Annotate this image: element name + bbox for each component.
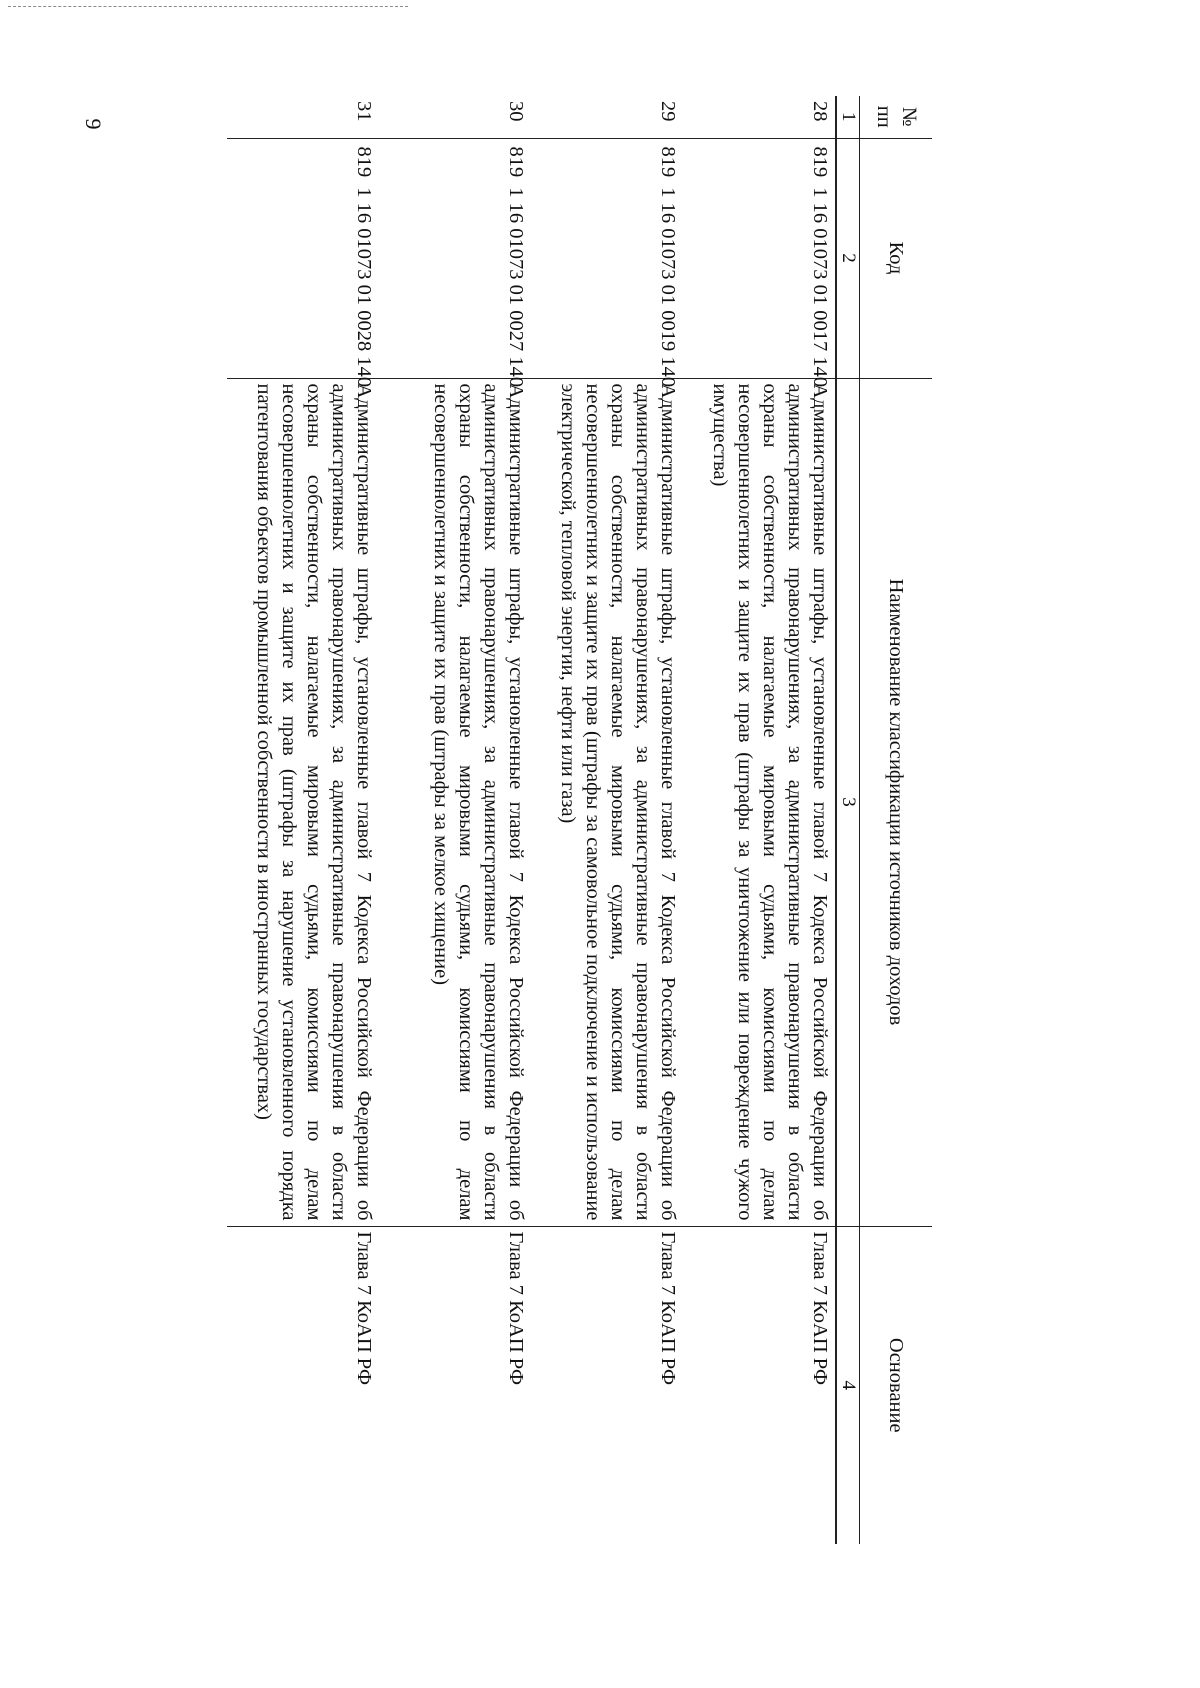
table-row [531, 96, 683, 1544]
column-number-row [836, 96, 860, 1544]
row-number: 29 [531, 96, 683, 138]
income-name: Административные штрафы, установленные главой 7 Кодекса Российской Федерации об административных правонарушениях, за административные правонарушения в области охраны собственности, налагаемые мировыми судьями, комиссиями по делам несовершеннолетних и защите их прав (штрафы за нарушение установленного порядка патентования объектов промышленной собственности в иностранных государствах) [227, 378, 379, 1226]
kbk-code: 1 16 01073 01 0028 140 [353, 187, 375, 388]
admin-code: 819 [353, 146, 375, 178]
revenue-classification-table [227, 96, 932, 1544]
kbk-code: 1 16 01073 01 0027 140 [505, 187, 527, 388]
code-cell [227, 138, 379, 388]
row-number: 30 [379, 96, 531, 138]
scan-edge-line [8, 6, 408, 8]
row-number: 31 [227, 96, 379, 138]
income-name: Административные штрафы, установленные главой 7 Кодекса Российской Федерации об административных правонарушениях, за административные правонарушения в области охраны собственности, налагаемые мировыми судьями, комиссиями по делам несовершеннолетних и защите их прав (штрафы за самовольное подключение и использование электрической, тепловой энергии, нефти или газа) [531, 378, 683, 1226]
table-row [379, 96, 531, 1544]
kbk-code: 1 16 01073 01 0019 140 [657, 187, 679, 388]
col-header-name: Наименование классификации источников доходов [860, 378, 933, 1226]
col-number-1: 1 [836, 96, 860, 138]
row-number: 28 [683, 96, 836, 138]
admin-code: 819 [809, 146, 831, 178]
table-row [683, 96, 836, 1544]
code-cell [531, 138, 683, 388]
col-number-4: 4 [836, 1226, 860, 1544]
legal-basis: Глава 7 КоАП РФ [657, 1231, 679, 1386]
admin-code: 819 [657, 146, 679, 178]
code-cell [683, 138, 836, 388]
col-header-code: Код [860, 138, 933, 378]
header-row [860, 96, 933, 1544]
kbk-code: 1 16 01073 01 0017 140 [809, 187, 831, 388]
legal-basis: Глава 7 КоАП РФ [505, 1231, 527, 1386]
code-cell [379, 138, 531, 388]
legal-basis: Глава 7 КоАП РФ [809, 1231, 831, 1386]
table-row [227, 96, 379, 1544]
admin-code: 819 [505, 146, 527, 178]
legal-basis: Глава 7 КоАП РФ [353, 1231, 375, 1386]
col-number-2: 2 [836, 138, 860, 378]
page-number: 9 [81, 118, 106, 130]
income-name: Административные штрафы, установленные главой 7 Кодекса Российской Федерации об административных правонарушениях, за административные правонарушения в области охраны собственности, налагаемые мировыми судьями, комиссиями по делам несовершеннолетних и защите их прав (штрафы за мелкое хищение) [379, 378, 531, 1226]
rotated-table-sheet [180, 96, 932, 1544]
col-number-3: 3 [836, 378, 860, 1226]
col-header-no: № пп [860, 96, 933, 138]
col-header-basis: Основание [860, 1226, 933, 1544]
income-name: Административные штрафы, установленные главой 7 Кодекса Российской Федерации об административных правонарушениях, за административные правонарушения в области охраны собственности, налагаемые мировыми судьями, комиссиями по делам несовершеннолетних и защите их прав (штрафы за уничтожение или повреждение чужого имущества) [683, 378, 836, 1226]
